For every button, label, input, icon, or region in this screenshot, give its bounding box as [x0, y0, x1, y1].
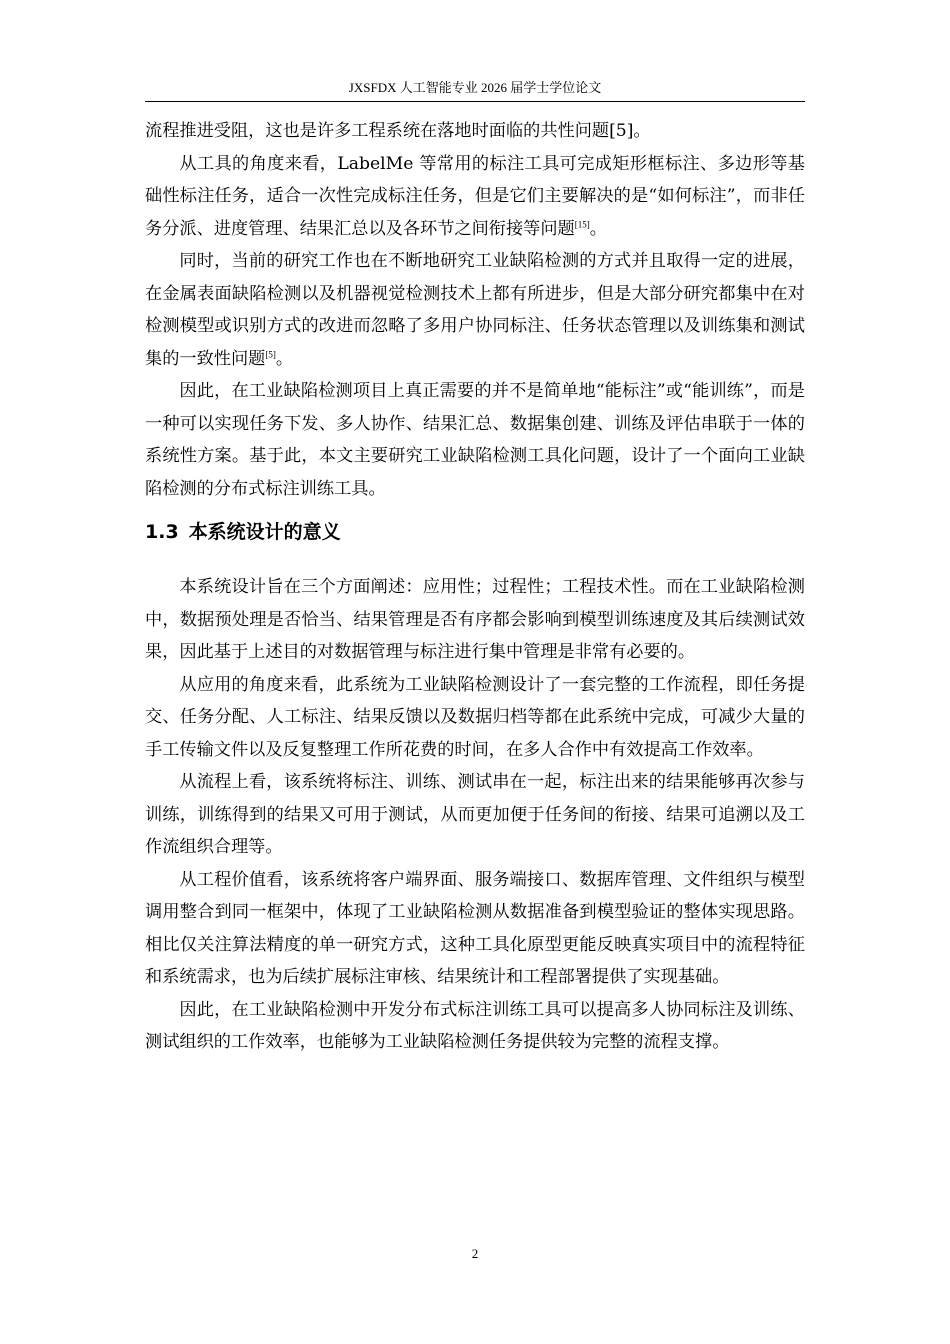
body-paragraph: 从应用的角度来看，此系统为工业缺陷检测设计了一套完整的工作流程，即任务提交、任务分配、人工标注、结果反馈以及数据归档等都在此系统中完成，可减少大量的手工传输文件以及反复整理工作所花费的时间，在多人合作中有效提高工作效率。	[145, 674, 805, 760]
paragraph-text: 流程推进受阻，这也是许多工程系统在落地时面临的共性问题[5]。	[145, 121, 651, 141]
body-paragraph	[145, 245, 805, 375]
citation-marker: [5]	[265, 348, 276, 359]
page-body	[145, 115, 805, 1059]
body-paragraph	[145, 115, 805, 148]
section-heading	[145, 515, 805, 549]
paragraph-tail: 。	[275, 348, 294, 369]
paragraph-text: 同时，当前的研究工作也在不断地研究工业缺陷检测的方式并且取得一定的进展，在金属表面缺陷检测以及机器视觉检测技术上都有所进步，但是大部分研究都集中在对检测模型或识别方式的改进而忽略了多用户协同标注、任务状态管理以及训练集和测试集的一致性问题	[145, 251, 805, 369]
paragraph-tail: 。	[589, 218, 607, 239]
body-paragraph	[145, 148, 805, 246]
body-paragraph: 因此，在工业缺陷检测中开发分布式标注训练工具可以提高多人协同标注及训练、测试组织的工作效率，也能够为工业缺陷检测任务提供较为完整的流程支撑。	[145, 999, 805, 1052]
paragraph-text: 从工具的角度来看，LabelMe 等常用的标注工具可完成矩形框标注、多边形等基础性标注任务，适合一次性完成标注任务，但是它们主要解决的是“如何标注”，而非任务分派、进度管理、结果汇总以及各环节之间衔接等问题	[145, 153, 805, 239]
paragraph-text: 因此，在工业缺陷检测项目上真正需要的并不是简单地“能标注”或“能训练”，而是一种可以实现任务下发、多人协作、结果汇总、数据集创建、训练及评估串联于一体的系统性方案。基于此，本文主要研究工业缺陷检测工具化问题，设计了一个面向工业缺陷检测的分布式标注训练工具。	[145, 381, 805, 499]
citation-marker: [15]	[574, 218, 590, 229]
header-divider	[145, 101, 805, 102]
body-paragraph	[145, 375, 805, 505]
body-paragraph: 本系统设计旨在三个方面阐述：应用性；过程性；工程技术性。而在工业缺陷检测中，数据预处理是否恰当、结果管理是否有序都会影响到模型训练速度及其后续测试效果，因此基于上述目的对数据管理与标注进行集中管理是非常有必要的。	[145, 577, 805, 662]
section-title: 本系统设计的意义	[188, 521, 341, 543]
running-header: JXSFDX 人工智能专业 2026 届学士学位论文	[348, 80, 602, 95]
section-number: 1.3	[145, 521, 179, 543]
body-paragraph: 从工程价值看，该系统将客户端界面、服务端接口、数据库管理、文件组织与模型调用整合到同一框架中，体现了工业缺陷检测从数据准备到模型验证的整体实现思路。相比仅关注算法精度的单一研究方式，这种工具化原型更能反映真实项目中的流程特征和系统需求，也为后续扩展标注审核、结果统计和工程部署提供了实现基础。	[145, 869, 805, 987]
body-paragraph: 从流程上看，该系统将标注、训练、测试串在一起，标注出来的结果能够再次参与训练，训练得到的结果又可用于测试，从而更加便于任务间的衔接、结果可追溯以及工作流组织合理等。	[145, 772, 805, 857]
page-number: 2	[471, 1246, 479, 1261]
